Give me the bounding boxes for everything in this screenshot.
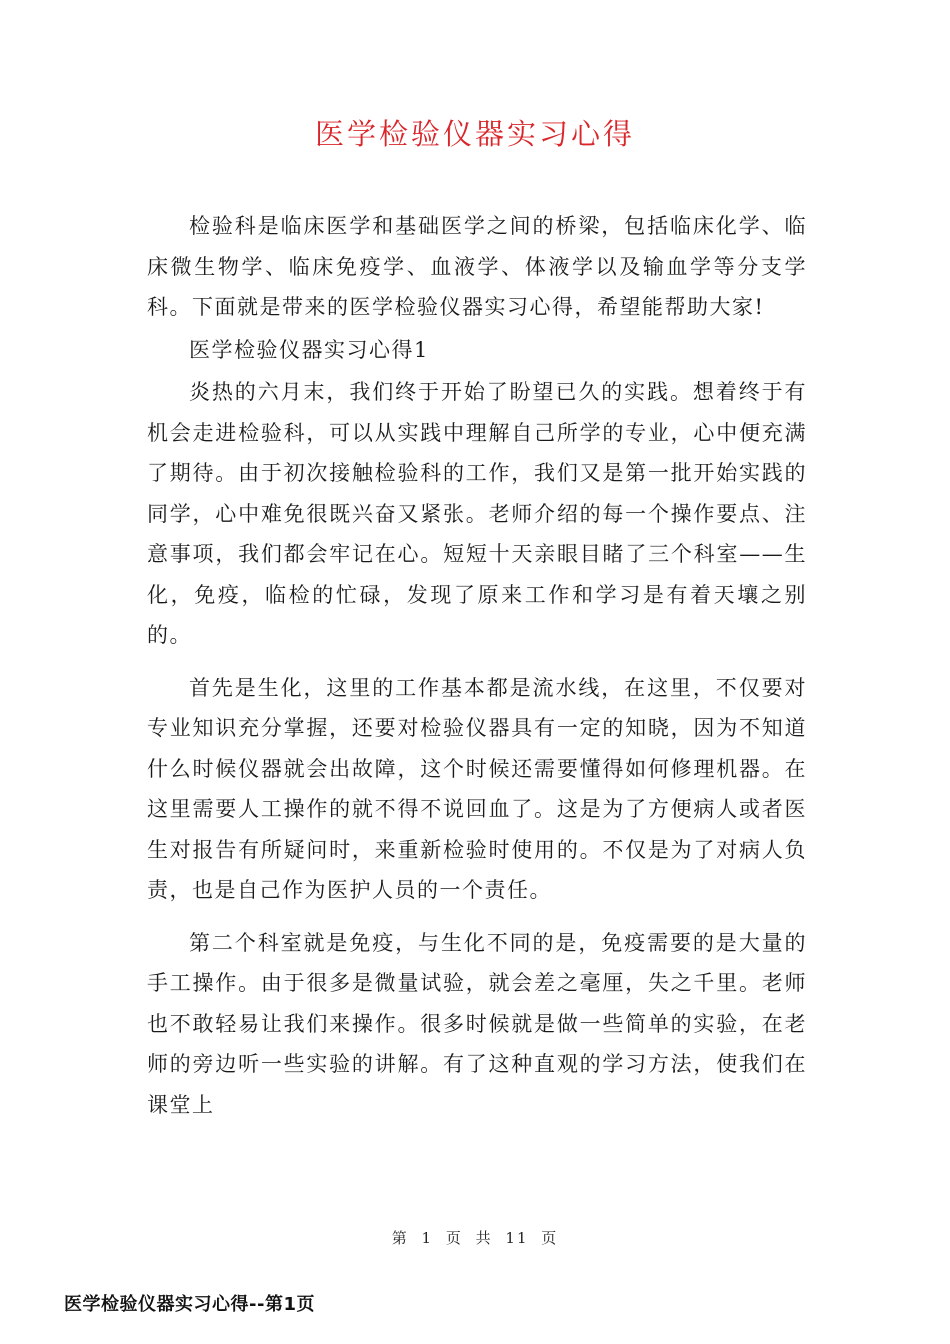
page-footer (0, 1227, 950, 1248)
page-label-prefix: 第 (391, 1229, 409, 1247)
body-paragraph: 第二个科室就是免疫，与生化不同的是，免疫需要的是大量的手工操作。由于很多是微量试验，就会差之毫厘，失之千里。老师也不敢轻易让我们来操作。很多时候就是做一些简单的实验，在老师的旁边听一些实验的讲解。有了这种直观的学习方法，使我们在课堂上 (147, 930, 807, 1117)
page-label-mid: 页 (445, 1229, 463, 1247)
body-paragraph: 炎热的六月末，我们终于开始了盼望已久的实践。想着终于有机会走进检验科，可以从实践中理解自己所学的专业，心中便充满了期待。由于初次接触检验科的工作，我们又是第一批开始实践的同学，心中难免很既兴奋又紧张。老师介绍的每一个操作要点、注意事项，我们都会牢记在心。短短十天亲眼目睹了三个科室——生化，免疫，临检的忙碌，发现了原来工作和学习是有着天壤之别的。 (147, 380, 807, 647)
page-watermark: 医学检验仪器实习心得--第1页 (64, 1294, 315, 1315)
document-title: 医学检验仪器实习心得 (314, 117, 635, 151)
page-number: 1 (421, 1229, 434, 1247)
total-prefix: 共 (475, 1229, 493, 1247)
total-pages: 11 (505, 1229, 529, 1247)
document-body (147, 206, 807, 1125)
total-suffix: 页 (541, 1229, 559, 1247)
body-paragraph: 首先是生化，这里的工作基本都是流水线，在这里，不仅要对专业知识充分掌握，还要对检验仪器具有一定的知晓，因为不知道什么时候仪器就会出故障，这个时候还需要懂得如何修理机器。在这里需要人工操作的就不得不说回血了。这是为了方便病人或者医生对报告有所疑问时，来重新检验时使用的。不仅是为了对病人负责，也是自己作为医护人员的一个责任。 (147, 675, 807, 902)
section-heading: 医学检验仪器实习心得1 (189, 337, 429, 362)
intro-paragraph: 检验科是临床医学和基础医学之间的桥梁，包括临床化学、临床微生物学、临床免疫学、血液学、体液学以及输血学等分支学科。下面就是带来的医学检验仪器实习心得，希望能帮助大家! (147, 214, 807, 319)
